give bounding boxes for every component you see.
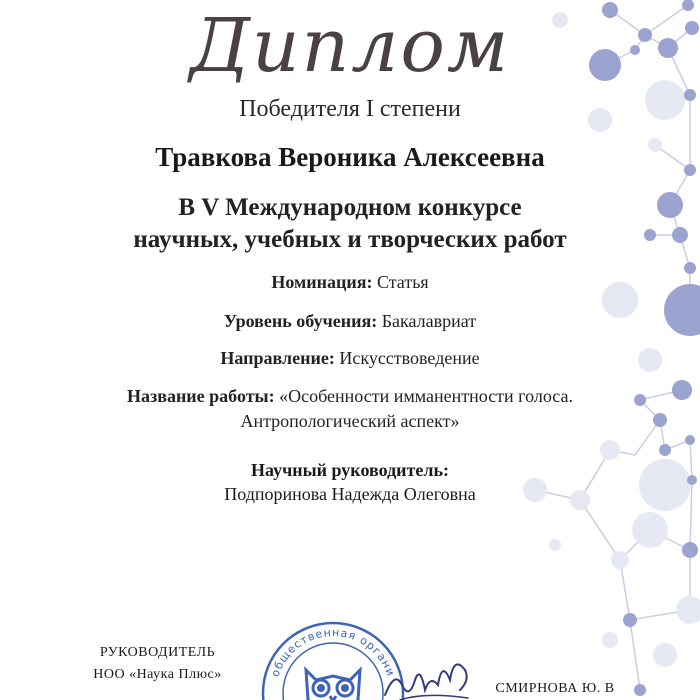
field-label: Направление: [220, 348, 335, 368]
field-value: Статья [376, 272, 429, 292]
contest-title [0, 192, 700, 256]
work-title [0, 384, 700, 434]
diploma-title: Диплом [189, 3, 511, 89]
organization-name: НОО «Наука Плюс» [93, 667, 222, 682]
diploma-subtitle: Победителя I степени [239, 96, 461, 122]
seal-text: общественная органи [268, 625, 398, 679]
field-label: Номинация: [271, 272, 373, 292]
field-value: Искусствоведение [339, 348, 480, 368]
supervisor-name: Подпоринова Надежда Олеговна [224, 484, 476, 504]
signer-name: СМИРНОВА Ю. В [495, 681, 615, 696]
work-label: Название работы: [126, 386, 275, 406]
field-value: Бакалавриат [381, 311, 477, 331]
field-education-level [0, 309, 700, 333]
head-title: РУКОВОДИТЕЛЬ [99, 645, 216, 660]
supervisor-label: Научный руководитель: [251, 460, 449, 480]
field-nomination [0, 270, 700, 294]
work-title-line-1 [0, 384, 700, 409]
owl-icon [306, 670, 360, 700]
head-signature-block [70, 642, 245, 686]
signature-scribble [380, 650, 480, 700]
contest-line-2: научных, учебных и творческих работ [133, 226, 567, 253]
recipient-name: Травкова Вероника Алексеевна [155, 142, 545, 172]
contest-line-1: В V Международном конкурсе [178, 194, 522, 221]
field-label: Уровень обучения: [223, 311, 378, 331]
field-direction [0, 346, 700, 370]
work-value-1: «Особенности имманентности голоса. [279, 386, 574, 406]
work-value-2: Антропологический аспект» [240, 411, 460, 431]
